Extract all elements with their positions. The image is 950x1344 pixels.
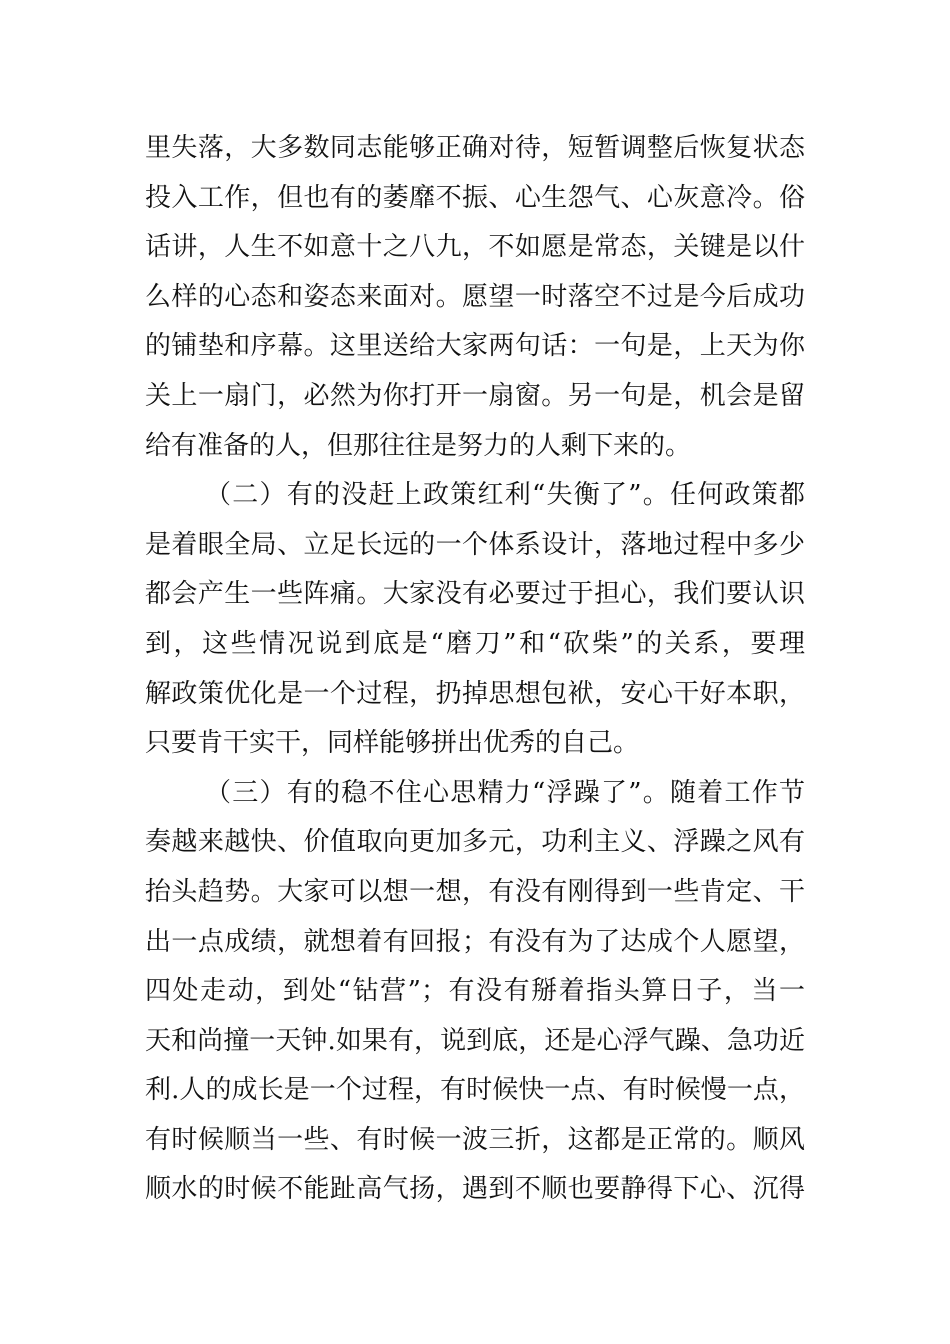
text-line: 都会产生一些阵痛。大家没有必要过于担心，我们要认识 xyxy=(145,579,805,610)
text-line: 奏越来越快、价值取向更加多元，功利主义、浮躁之风有 xyxy=(145,827,805,858)
text-line: 只要肯干实干，同样能够拼出优秀的自己。 xyxy=(145,728,640,759)
text-line: 顺水的时候不能趾高气扬，遇到不顺也要静得下心、沉得 xyxy=(145,1174,805,1205)
text-line: 天和尚撞一天钟.如果有，说到底，还是心浮气躁、急功近 xyxy=(145,1025,805,1056)
text-line: 到，这些情况说到底是“磨刀”和“砍柴”的关系，要理 xyxy=(145,628,805,659)
text-line: 出一点成绩，就想着有回报；有没有为了达成个人愿望， xyxy=(145,926,805,957)
text-line: 投入工作，但也有的萎靡不振、心生怨气、心灰意冷。俗 xyxy=(145,182,805,213)
text-line: 有时候顺当一些、有时候一波三折，这都是正常的。顺风 xyxy=(145,1124,805,1155)
text-line: 关上一扇门，必然为你打开一扇窗。另一句是，机会是留 xyxy=(145,380,805,411)
text-line: 四处走动，到处“钻营”；有没有掰着指头算日子，当一 xyxy=(145,976,805,1007)
text-line: 么样的心态和姿态来面对。愿望一时落空不过是今后成功 xyxy=(145,281,805,312)
text-line: 给有准备的人，但那往往是努力的人剩下来的。 xyxy=(145,430,692,461)
text-line: 里失落，大多数同志能够正确对待，短暂调整后恢复状态 xyxy=(145,133,805,163)
text-line: 是着眼全局、立足长远的一个体系设计，落地过程中多少 xyxy=(145,529,805,560)
section-heading-line: （二）有的没赶上政策红利“失衡了”。任何政策都 xyxy=(205,480,805,511)
text-line: 抬头趋势。大家可以想一想，有没有刚得到一些肯定、干 xyxy=(145,876,805,907)
text-line: 的铺垫和序幕。这里送给大家两句话：一句是，上天为你 xyxy=(145,331,805,362)
section-heading-line: （三）有的稳不住心思精力“浮躁了”。随着工作节 xyxy=(205,777,805,808)
text-line: 利.人的成长是一个过程，有时候快一点、有时候慢一点， xyxy=(145,1075,805,1106)
document-page xyxy=(145,124,805,1215)
text-line: 解政策优化是一个过程，扔掉思想包袱，安心干好本职， xyxy=(145,678,805,709)
text-line: 话讲，人生不如意十之八九，不如愿是常态，关键是以什 xyxy=(145,232,805,263)
